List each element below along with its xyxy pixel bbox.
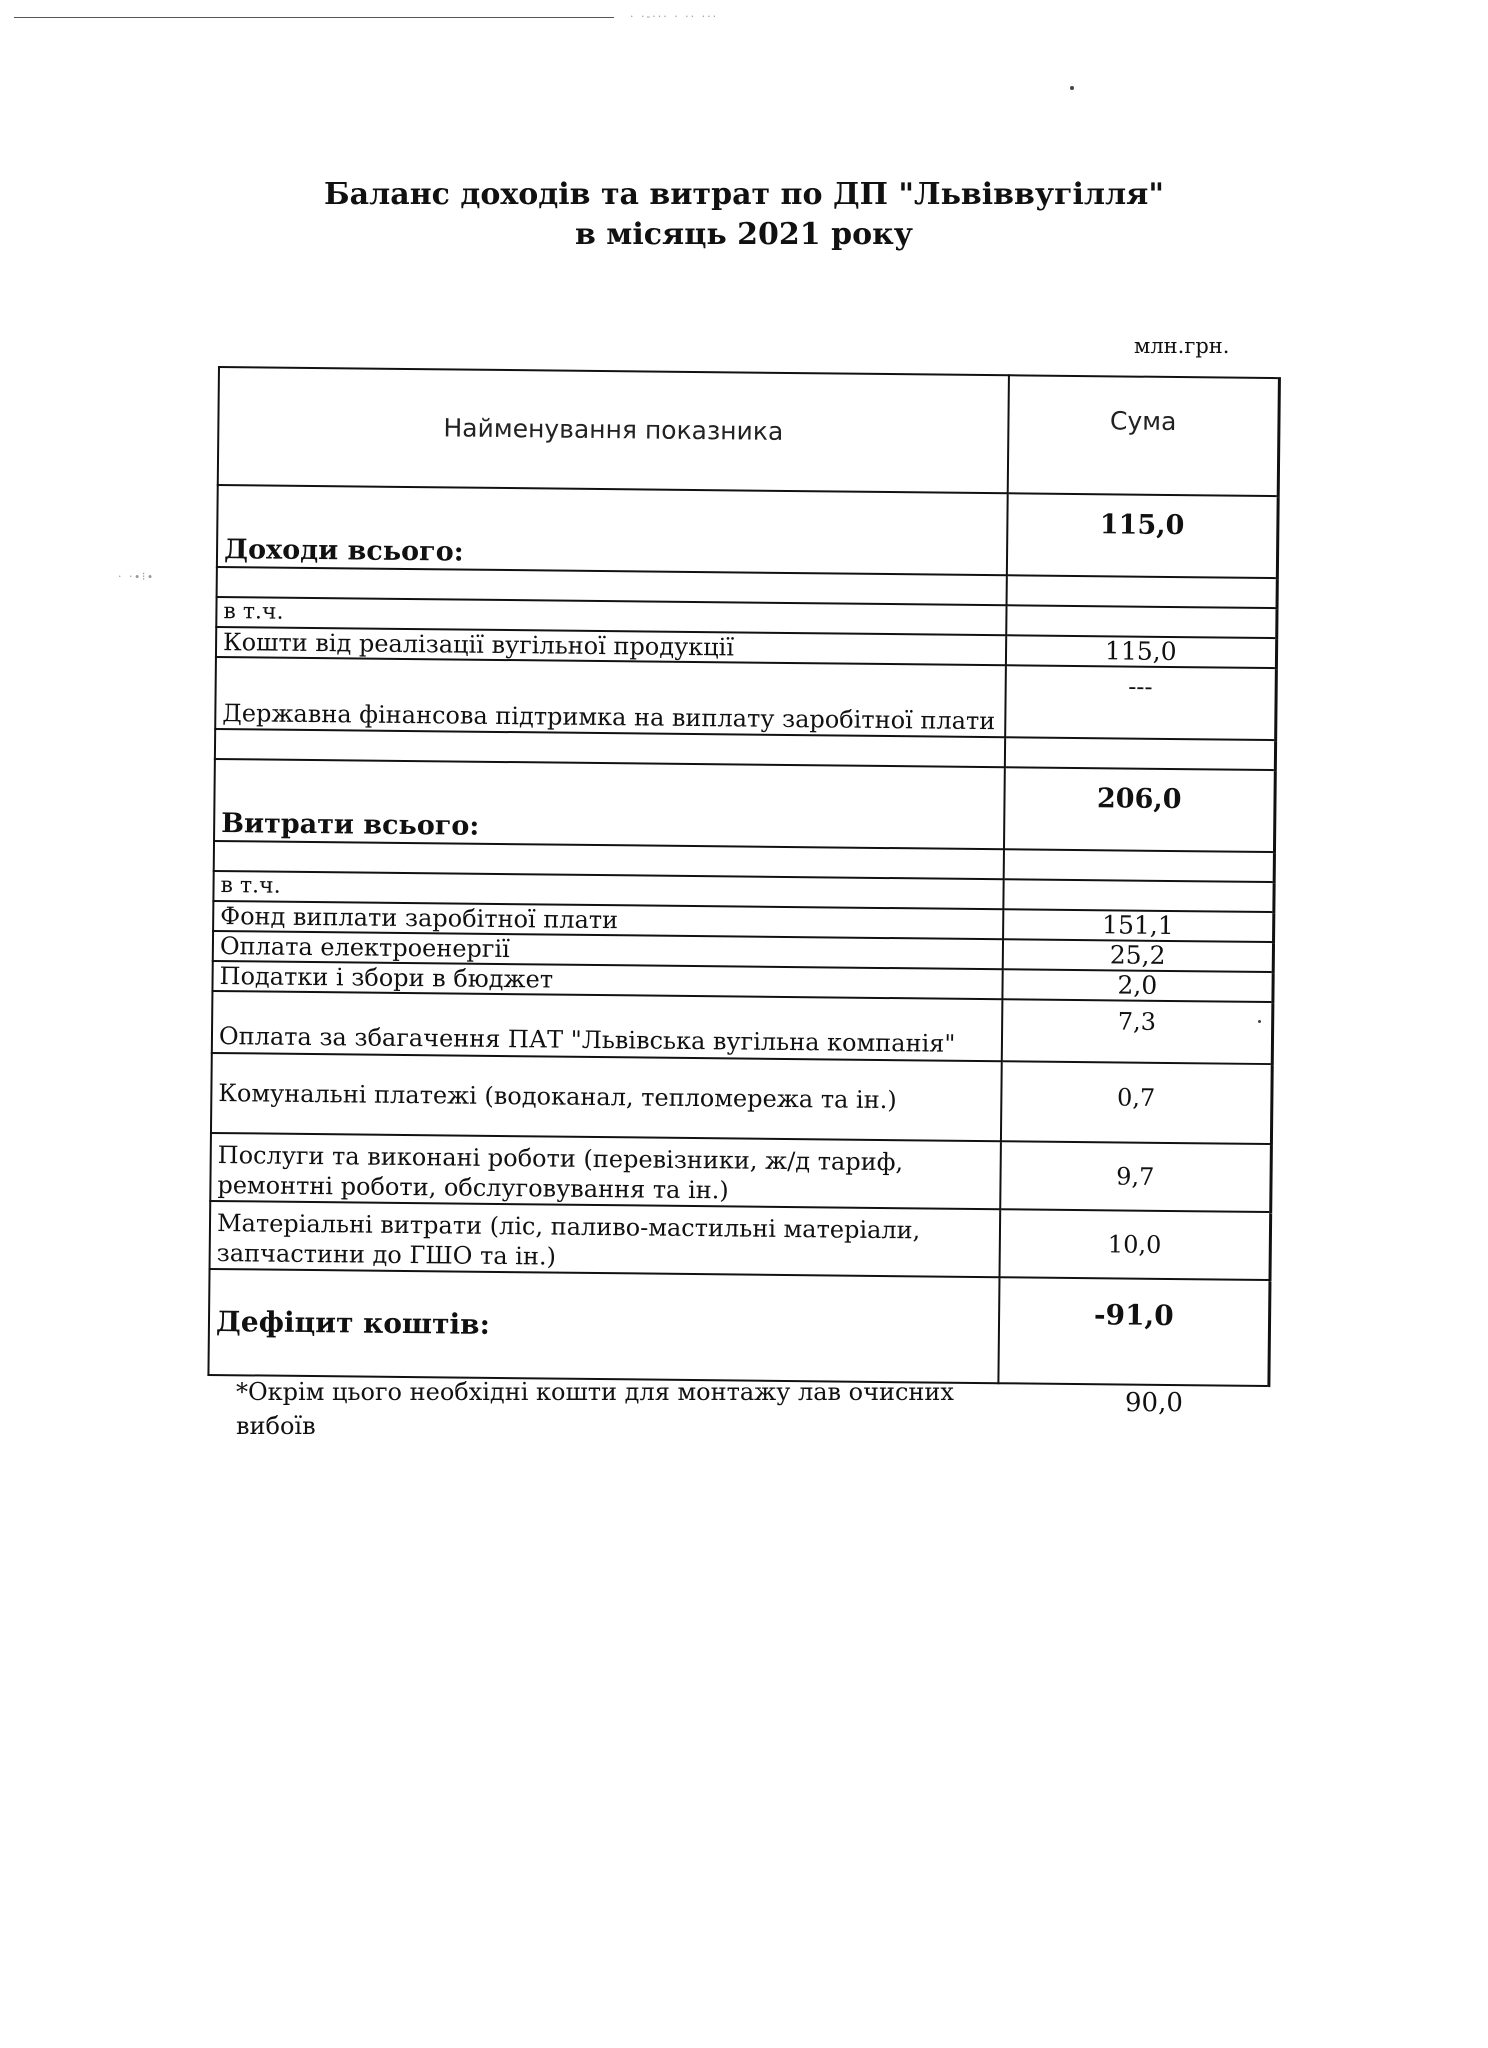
row-value [1006, 605, 1276, 638]
row-value [1004, 849, 1274, 882]
scan-noise: · ·-··· · ·· ··· [630, 10, 719, 23]
row-value: 9,7 [1000, 1141, 1271, 1212]
title-line-2: в місяць 2021 року [575, 217, 913, 252]
table-row [215, 657, 1276, 740]
footnote-value: 90,0 [1125, 1388, 1183, 1418]
row-label: Державна фінансова підтримка на виплату заробітної плати [215, 657, 1006, 737]
document-title [0, 175, 1488, 255]
title-line-1: Баланс доходів та витрат по ДП "Львіввугілля" [324, 177, 1164, 212]
row-label: Витрати всього: [214, 759, 1005, 849]
row-value: -91,0 [998, 1277, 1269, 1386]
table-row [214, 759, 1275, 852]
header-sum: Сума [1008, 375, 1279, 496]
row-value: 7,3 [1002, 999, 1273, 1064]
row-label: Доходи всього: [217, 485, 1008, 575]
row-label: Комунальні платежі (водоканал, тепломережа та ін.) [211, 1053, 1002, 1141]
row-label: Оплата за збагачення ПАТ "Львівська вугільна компанія" [212, 991, 1003, 1061]
row-value: 2,0 [1002, 969, 1272, 1002]
row-label: Послуги та виконані роботи (перевізники, ж/д тариф, ремонтні роботи, обслуговування та ін.) [210, 1133, 1001, 1209]
row-value: 115,0 [1006, 635, 1276, 668]
row-label: в т.ч. [213, 871, 1003, 909]
row-label: Фонд виплати заробітної плати [213, 901, 1003, 939]
table-row [217, 485, 1278, 578]
table-row [212, 991, 1273, 1064]
row-value: 151,1 [1003, 909, 1273, 942]
header-name: Найменування показника [218, 367, 1009, 493]
row-label: Матеріальні витрати (ліс, паливо-мастильні матеріали, запчастини до ГШО та ін.) [210, 1201, 1001, 1277]
row-value: 0,7 [1001, 1061, 1272, 1144]
table-header-row [218, 367, 1279, 496]
scan-noise: · ·∙⁝∙ [118, 570, 155, 583]
row-value [1007, 575, 1277, 608]
row-label: Кошти від реалізації вугільної продукції [216, 627, 1006, 665]
scan-speck [1070, 86, 1074, 90]
table-row [210, 1201, 1271, 1280]
balance-table [207, 366, 1280, 1387]
table-row [208, 1269, 1269, 1386]
row-value: --- [1005, 665, 1276, 740]
table-row [211, 1053, 1272, 1144]
footnote-text: *Окрім цього необхідні кошти для монтажу лав очисних вибоїв [236, 1378, 954, 1440]
row-value: 10,0 [1000, 1209, 1271, 1280]
row-value: 206,0 [1004, 767, 1275, 852]
row-label: Дефіцит коштів: [208, 1269, 999, 1383]
row-value [1003, 879, 1273, 912]
row-value: 115,0 [1007, 493, 1278, 578]
row-label: Податки і збори в бюджет [212, 961, 1002, 999]
row-value [1005, 737, 1275, 770]
unit-label: млн.грн. [1134, 334, 1230, 358]
scan-edge-line [14, 17, 614, 18]
row-label: в т.ч. [216, 597, 1006, 635]
row-value: 25,2 [1003, 939, 1273, 972]
table-row [210, 1133, 1271, 1212]
row-label: Оплата електроенергії [213, 931, 1003, 969]
